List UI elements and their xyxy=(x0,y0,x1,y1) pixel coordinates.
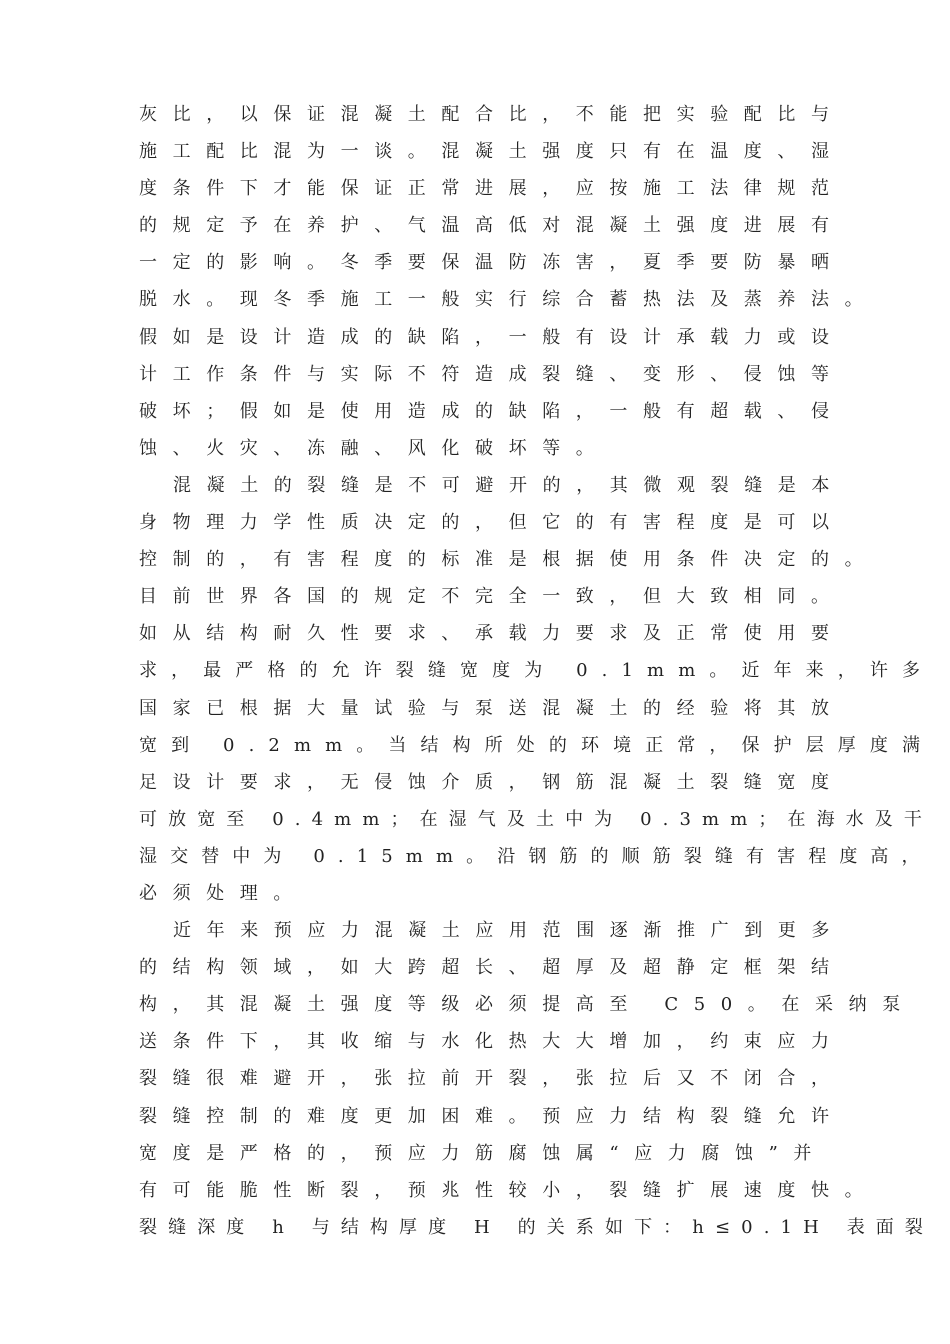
text-line: 必须处理。 xyxy=(139,882,307,904)
text-line: 如从结构耐久性要求、承载力要求及正常使用要 xyxy=(139,623,845,645)
text-line: 宽度是严格的，预应力筋腐蚀属“应力腐蚀”并 xyxy=(139,1142,828,1164)
text-line: 一定的影响。冬季要保温防冻害，夏季要防暴晒 xyxy=(139,252,845,274)
text-line: 裂缝控制的难度更加困难。预应力结构裂缝允许 xyxy=(139,1105,845,1127)
text-line: 蚀、火灾、冻融、风化破坏等。 xyxy=(139,437,610,459)
text-line: 控制的，有害程度的标准是根据使用条件决定的。 xyxy=(139,549,879,571)
document-body xyxy=(139,96,935,1246)
text-line: 求，最严格的允许裂缝宽度为 0.1mm。近年来，许多 xyxy=(139,660,935,682)
text-line: 足设计要求，无侵蚀介质，钢筋混凝土裂缝宽度 xyxy=(139,771,845,793)
text-line: 脱水。现冬季施工一般实行综合蓄热法及蒸养法。 xyxy=(139,289,879,311)
text-line: 可放宽至 0.4mm；在湿气及土中为 0.3mm；在海水及干 xyxy=(139,808,933,830)
text-line: 有可能脆性断裂，预兆性较小，裂缝扩展速度快。 xyxy=(139,1179,879,1201)
text-line: 湿交替中为 0.15mm。沿钢筋的顺筋裂缝有害程度高， xyxy=(139,845,933,867)
text-line: 目前世界各国的规定不完全一致，但大致相同。 xyxy=(139,586,845,608)
text-line: 裂缝深度 h 与结构厚度 H 的关系如下：h≤0.1H 表面裂 xyxy=(139,1216,934,1238)
text-line: 度条件下才能保证正常进展，应按施工法律规范 xyxy=(139,178,845,200)
text-line: 灰比，以保证混凝土配合比，不能把实验配比与 xyxy=(139,104,845,125)
text-line: 国家已根据大量试验与泵送混凝土的经验将其放 xyxy=(139,697,845,719)
text-line: 的规定予在养护、气温高低对混凝土强度进展有 xyxy=(139,215,845,237)
text-line: 破坏；假如是使用造成的缺陷，一般有超载、侵 xyxy=(139,400,845,422)
paragraph-first-line: 近年来预应力混凝土应用范围逐渐推广到更多 xyxy=(173,920,845,942)
text-line: 裂缝很难避开，张拉前开裂，张拉后又不闭合， xyxy=(139,1068,845,1090)
text-line: 计工作条件与实际不符造成裂缝、变形、侵蚀等 xyxy=(139,363,845,385)
paragraph-first-line: 混凝土的裂缝是不可避开的，其微观裂缝是本 xyxy=(173,474,845,496)
text-line: 宽到 0.2mm。当结构所处的环境正常，保护层厚度满 xyxy=(139,734,935,756)
text-line: 假如是设计造成的缺陷，一般有设计承载力或设 xyxy=(139,326,845,348)
text-line: 身物理力学性质决定的，但它的有害程度是可以 xyxy=(139,512,845,534)
text-line: 构，其混凝土强度等级必须提高至 C50。在采纳泵 xyxy=(139,994,916,1016)
text-line: 送条件下，其收缩与水化热大大增加，约束应力 xyxy=(139,1031,845,1053)
text-line: 的结构领域，如大跨超长、超厚及超静定框架结 xyxy=(139,957,845,979)
text-line: 施工配比混为一谈。混凝土强度只有在温度、湿 xyxy=(139,141,845,163)
